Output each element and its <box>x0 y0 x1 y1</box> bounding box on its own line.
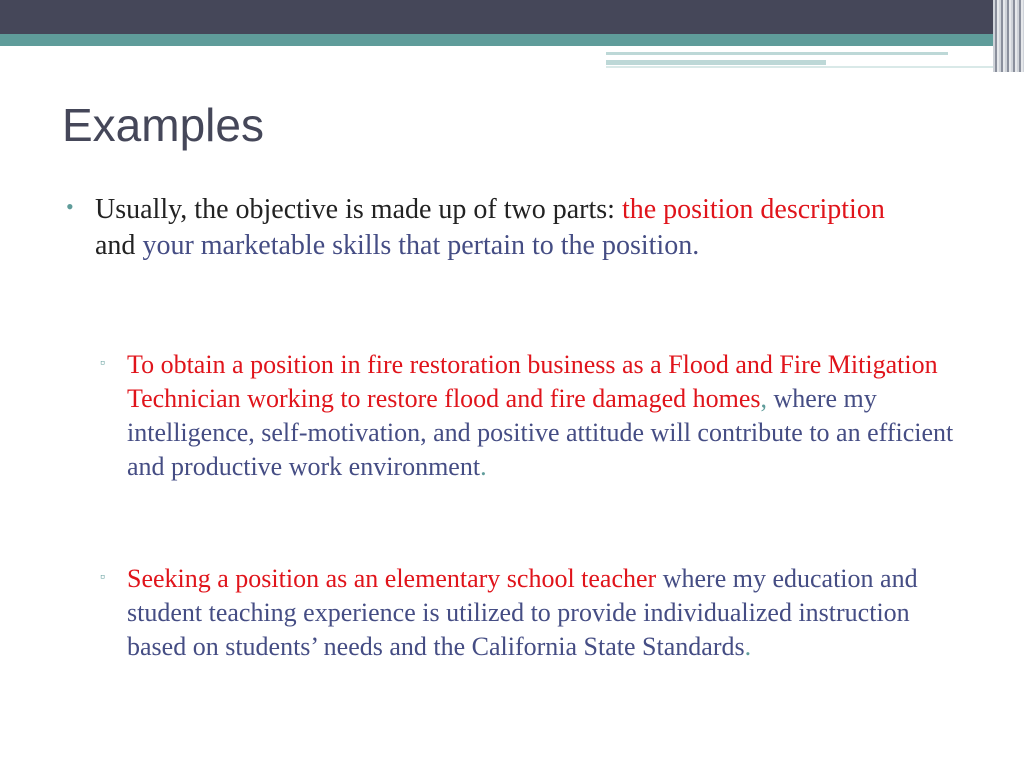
header-bar <box>0 0 1024 34</box>
example-position: Seeking a position as an elementary school teacher <box>127 564 657 593</box>
example-text <box>127 562 957 664</box>
header-accent-bar <box>0 34 1024 46</box>
example-text <box>127 348 957 484</box>
header-decor-line <box>606 52 948 55</box>
bullet-text-intro: Usually, the objective is made up of two parts: <box>95 194 622 225</box>
sub-bullet-icon: ▫ <box>100 570 105 585</box>
example-period: . <box>744 632 752 661</box>
sub-bullet-icon: ▫ <box>100 356 105 371</box>
bullet-text-and: and <box>95 230 143 261</box>
example-skills: where my intelligence, self-motivation, and positive attitude will contribute to an efficient and productive work environment <box>127 384 954 481</box>
slide-title: Examples <box>62 99 264 151</box>
header-decor-line <box>606 60 826 65</box>
example-position: To obtain a position in fire restoration business as a Flood and Fire Mitigation Technician working to restore flood and fire damaged homes <box>127 350 938 413</box>
example-skills: where my education and student teaching experience is utilized to provide individualized instruction based on students’ needs and the California State Standards <box>127 564 918 661</box>
example-separator: , <box>760 384 774 413</box>
header-decor-line <box>606 66 1024 68</box>
example-period: . <box>480 452 487 481</box>
header-stripes-decoration <box>993 0 1024 72</box>
main-bullet-text <box>95 192 895 264</box>
bullet-text-skills: your marketable skills that pertain to the position. <box>142 230 700 261</box>
bullet-text-position: the position description <box>621 194 885 225</box>
bullet-icon: • <box>66 194 74 219</box>
